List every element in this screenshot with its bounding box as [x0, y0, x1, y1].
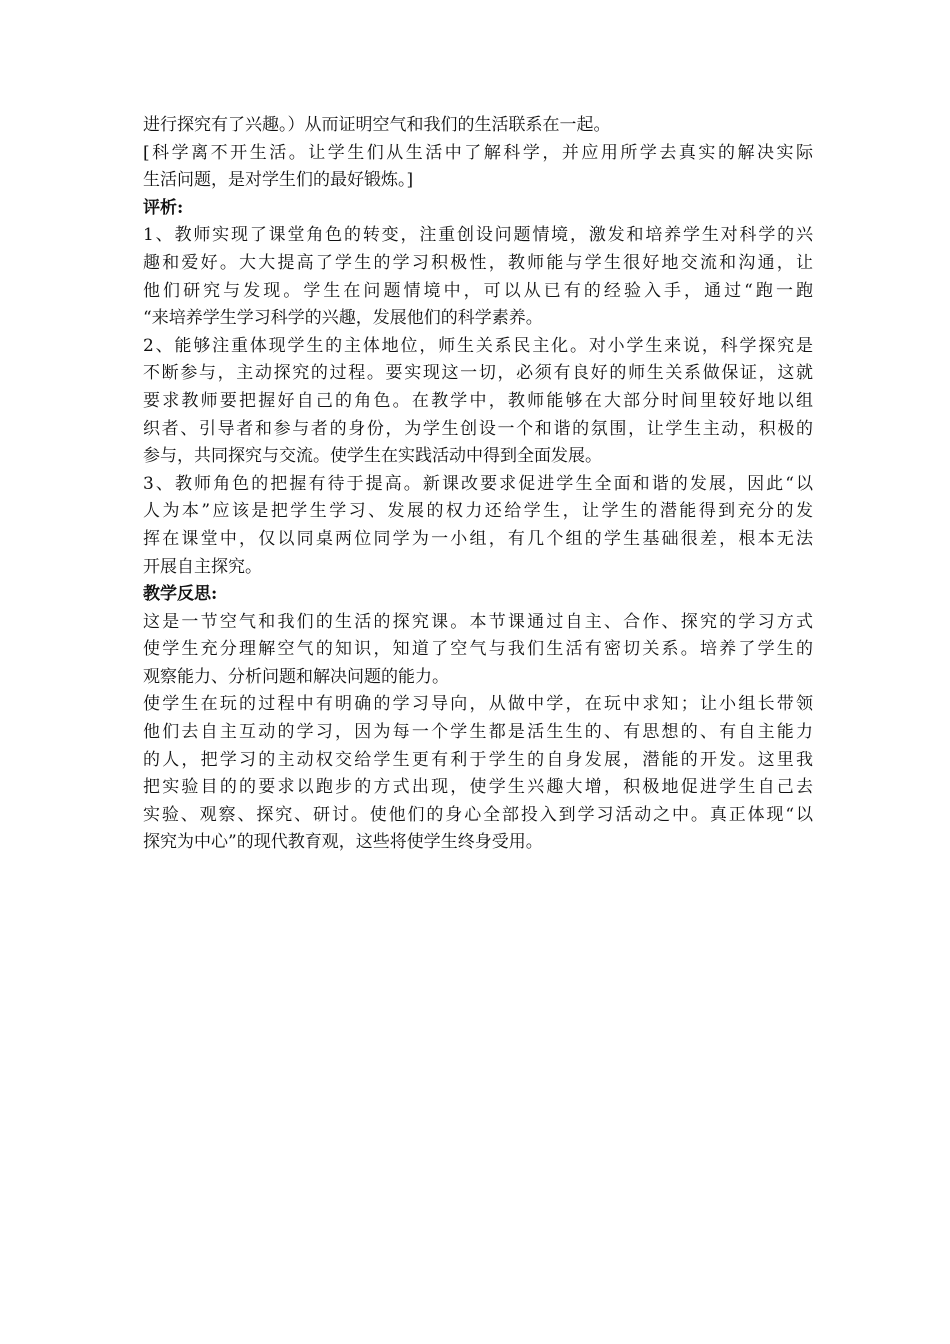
paragraph-line: 使学生充分理解空气的知识，知道了空气与我们生活有密切关系。培养了学生的	[143, 639, 813, 660]
reflection-section	[143, 581, 813, 857]
paragraph-line: 1、教师实现了课堂角色的转变，注重创设问题情境，激发和培养学生对科学的兴	[143, 225, 813, 246]
paragraph-line: 要求教师要把握好自己的角色。在教学中，教师能够在大部分时间里较好地以组	[143, 390, 813, 411]
document-body	[143, 112, 813, 857]
paragraph-line: 3、教师角色的把握有待于提高。新课改要求促进学生全面和谐的发展，因此“以	[143, 473, 813, 494]
paragraph-line: 趣和爱好。大大提高了学生的学习积极性，教师能与学生很好地交流和沟通，让	[143, 252, 813, 273]
reflection-paragraph-1	[143, 609, 813, 692]
paragraph-line: 开展自主探究。	[143, 556, 262, 577]
paragraph-line: 的人，把学习的主动权交给学生更有利于学生的自身发展，潜能的开发。这里我	[143, 749, 813, 770]
paragraph-line: 2、能够注重体现学生的主体地位，师生关系民主化。对小学生来说，科学探究是	[143, 335, 813, 356]
evaluation-section	[143, 195, 813, 581]
intro-line: [科学离不开生活。让学生们从生活中了解科学，并应用所学去真实的解决实际	[143, 142, 813, 163]
evaluation-heading: 评析:	[143, 197, 184, 218]
evaluation-paragraph-2	[143, 333, 813, 471]
reflection-heading: 教学反思:	[143, 584, 218, 605]
evaluation-paragraph-1	[143, 222, 813, 332]
reflection-paragraph-2	[143, 691, 813, 857]
paragraph-line: 实验、观察、探究、研讨。使他们的身心全部投入到学习活动之中。真正体现“以	[143, 804, 813, 825]
paragraph-line: “来培养学生学习科学的兴趣，发展他们的科学素养。	[143, 308, 543, 329]
paragraph-line: 使学生在玩的过程中有明确的学习导向，从做中学，在玩中求知；让小组长带领	[143, 694, 813, 715]
paragraph-line: 这是一节空气和我们的生活的探究课。本节课通过自主、合作、探究的学习方式	[143, 611, 813, 632]
intro-line: 生活问题，是对学生们的最好锻炼。]	[143, 170, 414, 191]
paragraph-line: 探究为中心”的现代教育观，这些将使学生终身受用。	[143, 832, 543, 853]
paragraph-line: 把实验目的的要求以跑步的方式出现，使学生兴趣大增，积极地促进学生自己去	[143, 777, 813, 798]
paragraph-line: 挥在课堂中，仅以同桌两位同学为一小组，有几个组的学生基础很差，根本无法	[143, 528, 813, 549]
paragraph-line: 人为本”应该是把学生学习、发展的权力还给学生，让学生的潜能得到充分的发	[143, 501, 813, 522]
evaluation-paragraph-3	[143, 471, 813, 581]
paragraph-line: 参与，共同探究与交流。使学生在实践活动中得到全面发展。	[143, 446, 602, 467]
paragraph-line: 观察能力、分析问题和解决问题的能力。	[143, 666, 449, 687]
intro-line: 进行探究有了兴趣。）从而证明空气和我们的生活联系在一起。	[143, 115, 611, 135]
paragraph-line: 不断参与，主动探究的过程。要实现这一切，必须有良好的师生关系做保证，这就	[143, 363, 813, 384]
paragraph-line: 织者、引导者和参与者的身份，为学生创设一个和谐的氛围，让学生主动，积极的	[143, 418, 813, 439]
paragraph-line: 他们去自主互动的学习，因为每一个学生都是活生生的、有思想的、有自主能力	[143, 722, 813, 743]
paragraph-line: 他们研究与发现。学生在问题情境中，可以从已有的经验入手，通过“跑一跑	[143, 280, 813, 301]
intro-section	[143, 112, 813, 195]
